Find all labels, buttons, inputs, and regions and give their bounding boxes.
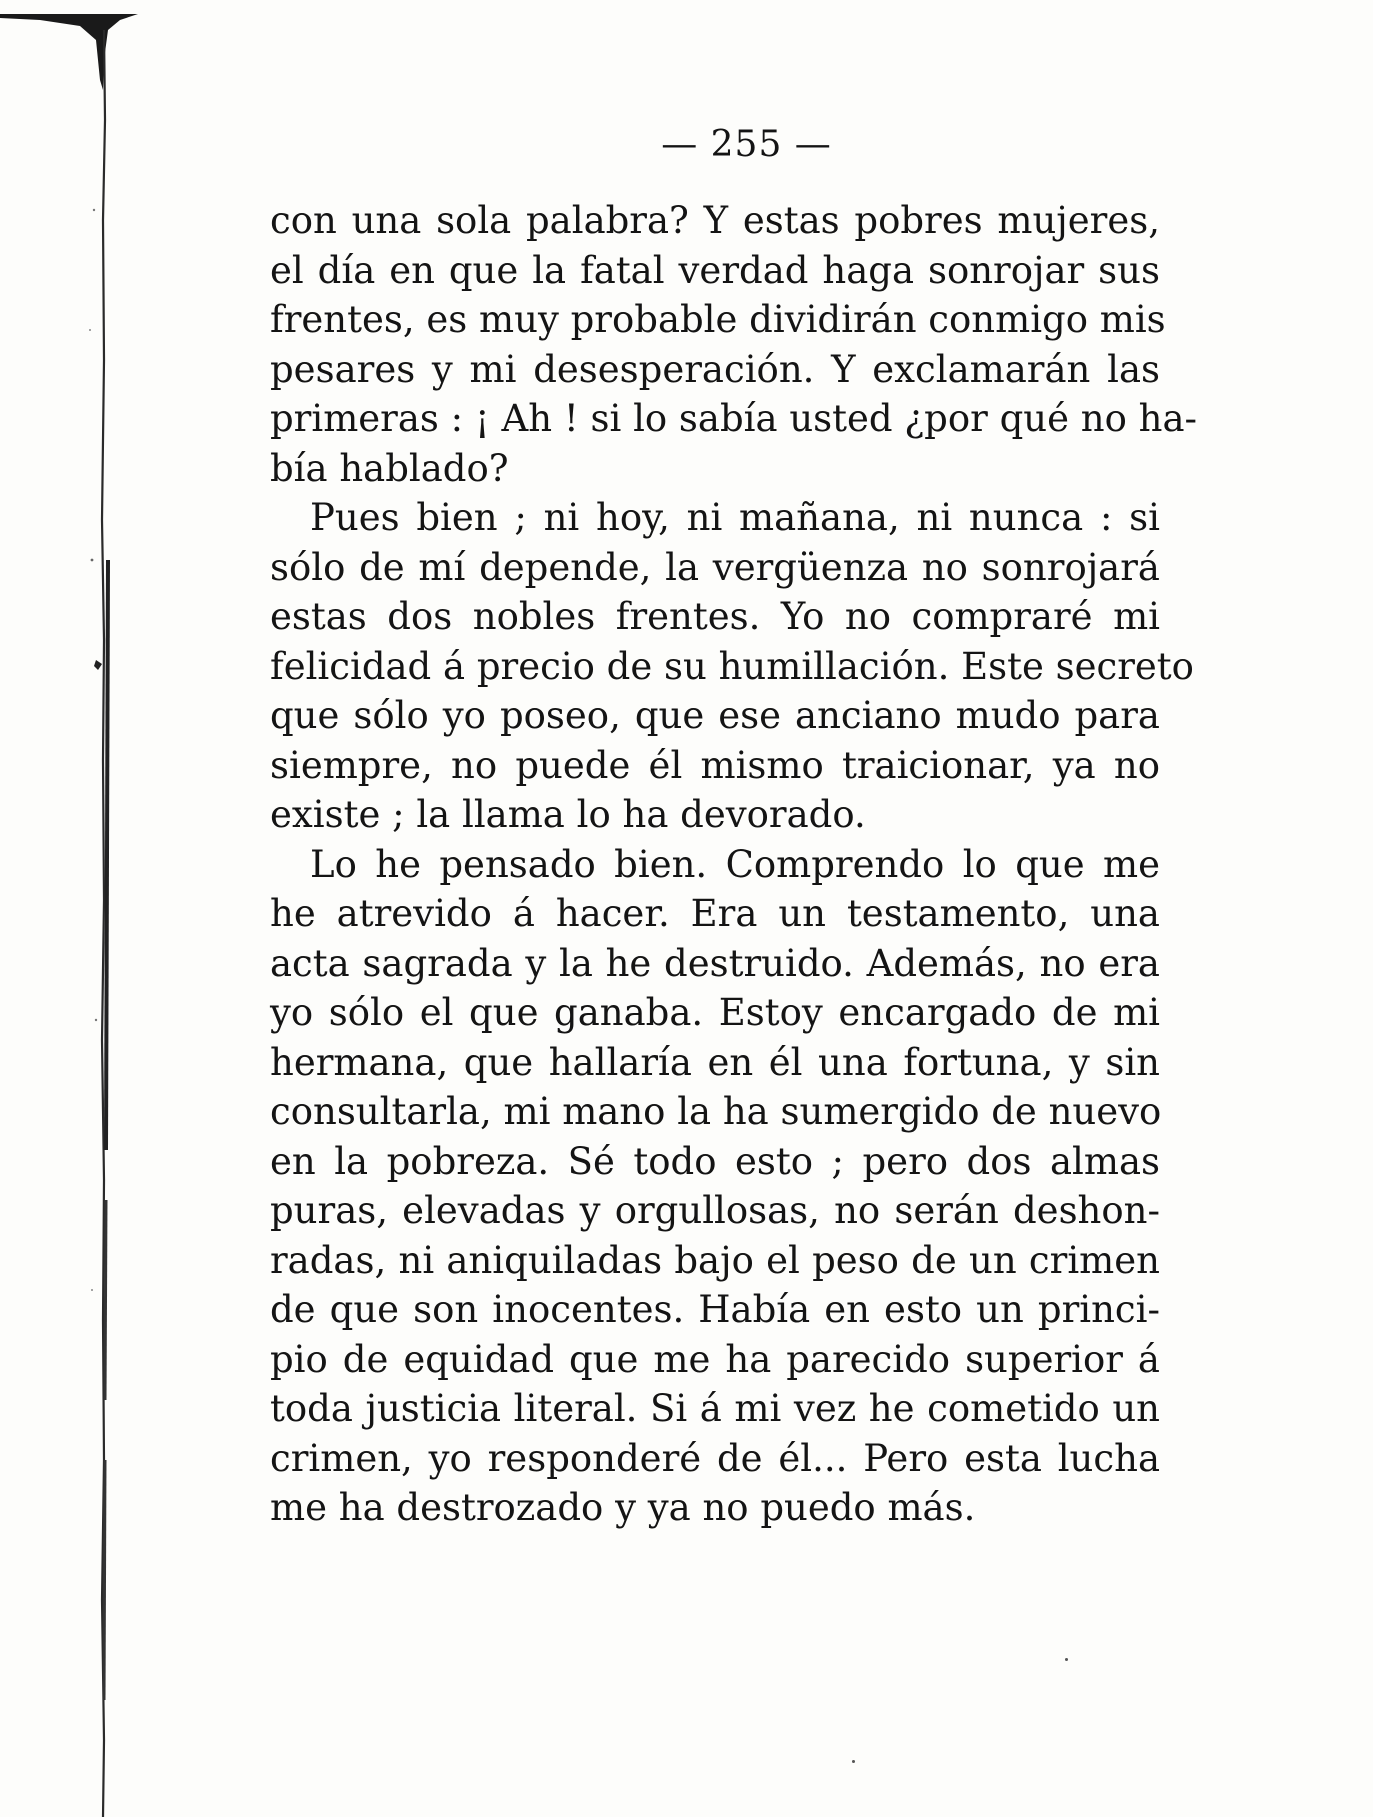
paragraph-2 [270,493,1194,840]
text-line: me ha destrozado y ya no puedo más. [270,1486,976,1529]
text-line: bía hablado? [270,446,509,490]
text-line: toda justicia literal. Si á mi vez he cometido un [270,1387,1160,1430]
paragraph-1 [270,196,1198,493]
text-line: primeras : ¡ Ah ! si lo sabía usted ¿por qué no ha- [270,397,1198,440]
text-line: existe ; la llama lo ha devorado. [270,793,866,836]
text-line: en la pobreza. Sé todo esto ; pero dos almas [270,1139,1160,1183]
text-line: estas dos nobles frentes. Yo no compraré mi [270,595,1160,638]
print-speck [1065,1658,1068,1661]
text-line: sólo de mí depende, la vergüenza no sonrojará [270,545,1160,589]
binding-edge-shadow [0,0,140,1817]
text-line: siempre, no puede él mismo traicionar, ya no [270,743,1160,787]
text-line: hermana, que hallaría en él una fortuna, y sin [270,1040,1160,1084]
paragraph-3 [270,840,1160,1533]
text-line: felicidad á precio de su humillación. Este secreto [270,644,1194,688]
text-line: que sólo yo poseo, que ese anciano mudo para [270,694,1160,737]
text-line: radas, ni aniquiladas bajo el peso de un crimen [270,1238,1160,1282]
text-line: puras, elevadas y orgullosas, no serán deshon- [270,1189,1160,1232]
page-number: — 255 — [661,124,832,165]
text-line: Lo he pensado bien. Comprendo lo que me [310,842,1160,886]
text-line: pesares y mi desesperación. Y exclamarán las [270,347,1160,391]
text-line: el día en que la fatal verdad haga sonrojar sus [270,248,1160,292]
text-line: frentes, es muy probable dividirán conmigo mis [270,298,1166,341]
text-line: con una sola palabra? Y estas pobres mujeres, [270,199,1160,242]
text-line: acta sagrada y la he destruido. Además, no era [270,941,1160,985]
text-line: de que son inocentes. Había en esto un princi- [270,1288,1160,1331]
text-line: yo sólo el que ganaba. Estoy encargado de mi [270,991,1160,1034]
text-line: he atrevido á hacer. Era un testamento, una [270,892,1160,935]
body-text [270,196,1198,1533]
text-line: Pues bien ; ni hoy, ni mañana, ni nunca : si [310,496,1160,539]
text-line: consultarla, mi mano la ha sumergido de nuevo [270,1090,1162,1133]
text-line: crimen, yo responderé de él... Pero esta lucha [270,1436,1160,1480]
text-line: pio de equidad que me ha parecido superior á [270,1337,1160,1381]
print-speck [852,1760,855,1763]
